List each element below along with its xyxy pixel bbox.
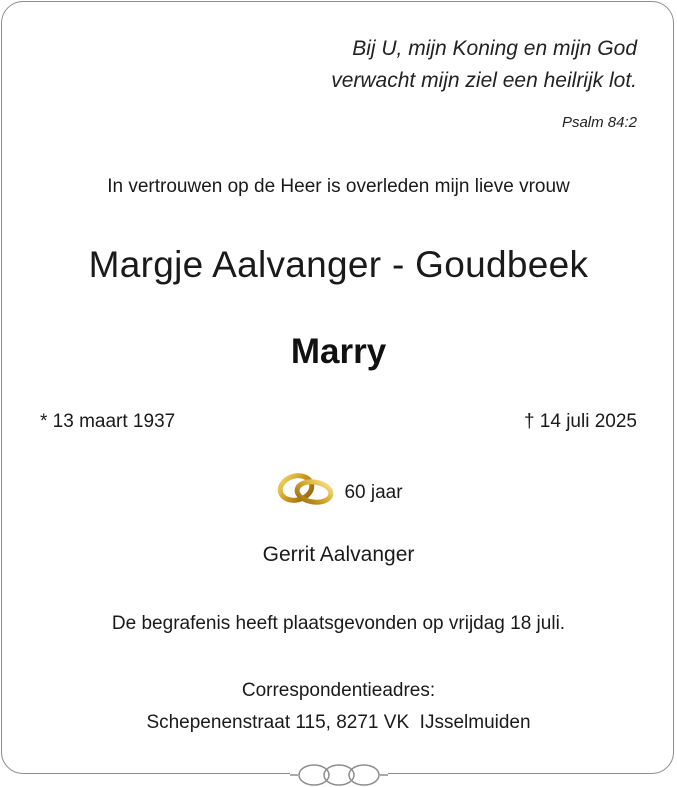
verse-line-1: Bij U, mijn Koning en mijn God — [352, 37, 637, 60]
spouse-name: Gerrit Aalvanger — [262, 543, 415, 566]
verse-reference: Psalm 84:2 — [561, 114, 637, 131]
wedding-rings-icon — [274, 470, 336, 515]
bible-verse — [331, 33, 637, 97]
deceased-full-name: Margje Aalvanger - Goudbeek — [88, 244, 589, 285]
deceased-nickname: Marry — [290, 332, 387, 371]
interlocked-rings-ornament-icon — [290, 762, 388, 787]
verse-line-2: verwacht mijn ziel een heilrijk lot. — [331, 69, 637, 92]
birth-date: * 13 maart 1937 — [40, 411, 176, 432]
marriage-years: 60 jaar — [344, 481, 403, 503]
funeral-notice: De begrafenis heeft plaatsgevonden op vrijdag 18 juli. — [111, 613, 566, 634]
marriage-duration — [0, 470, 677, 515]
correspondence-label: Correspondentieadres: — [241, 680, 436, 701]
death-date: † 14 juli 2025 — [523, 411, 637, 432]
correspondence-address: Schepenenstraat 115, 8271 VK IJsselmuiden — [146, 712, 531, 733]
intro-text: In vertrouwen op de Heer is overleden mijn lieve vrouw — [107, 176, 570, 197]
